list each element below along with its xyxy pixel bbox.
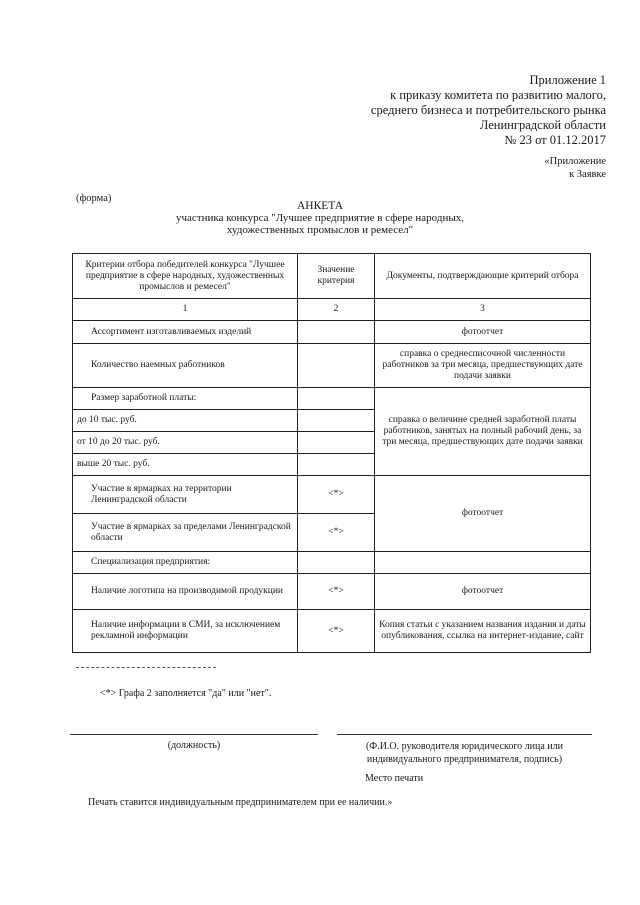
title-subline: художественных промыслов и ремесел" [226, 224, 414, 236]
header-documents: Документы, подтверждающие критерий отбора [375, 254, 591, 299]
header-value: Значение критерия [298, 254, 375, 299]
value-cell[interactable]: <*> [298, 514, 375, 552]
value-cell[interactable] [298, 388, 375, 410]
criterion-cell: Наличие информации в СМИ, за исключением рекламной информации [73, 610, 298, 653]
table-row [73, 610, 591, 653]
criteria-table [72, 253, 591, 653]
table-row [73, 344, 591, 388]
criterion-cell: выше 20 тыс. руб. [73, 454, 298, 476]
document-cell: фотоотчет [375, 574, 591, 610]
table-header-row [73, 254, 591, 299]
document-cell: фотоотчет [375, 476, 591, 552]
order-header [371, 73, 606, 148]
value-cell[interactable] [298, 410, 375, 432]
name-label-line: (Ф.И.О. руководителя юридического лица или [365, 741, 564, 752]
criterion-cell: Участие в ярмарках на территории Ленинградской области [73, 476, 298, 514]
table-row [73, 574, 591, 610]
value-cell[interactable] [298, 552, 375, 574]
name-signature-label [337, 740, 592, 766]
column-number: 1 [73, 299, 298, 321]
document-cell: справка о среднесписочной численности работников за три месяца, предшествующих дате подачи заявки [375, 344, 591, 388]
document-title [0, 200, 640, 236]
value-cell[interactable]: <*> [298, 574, 375, 610]
value-cell[interactable] [298, 321, 375, 344]
application-subheader [544, 155, 606, 181]
value-cell[interactable] [298, 344, 375, 388]
title-subline: участника конкурса "Лучшее предприятие в сфере народных, [176, 212, 464, 224]
criterion-cell: Размер заработной платы: [73, 388, 298, 410]
document-cell: Копия статьи с указанием названия издания и даты опубликования, ссылка на интернет-издание, сайт [375, 610, 591, 653]
stamp-note: Печать ставится индивидуальным предпринимателем при ее наличии.» [88, 797, 393, 808]
table-row [73, 388, 591, 410]
subheader-line: к Заявке [569, 169, 606, 180]
header-criteria: Критерии отбора победителей конкурса "Лучшее предприятие в сфере народных, художественных промыслов и ремесел" [73, 254, 298, 299]
table-row [73, 552, 591, 574]
criterion-cell: Количество наемных работников [73, 344, 298, 388]
criterion-cell: Участие в ярмарках за пределами Ленинградской области [73, 514, 298, 552]
value-cell[interactable] [298, 454, 375, 476]
document-cell [375, 552, 591, 574]
stamp-place: Место печати [365, 773, 424, 784]
table-row [73, 321, 591, 344]
order-number: № 23 от 01.12.2017 [504, 133, 606, 147]
position-label: (должность) [167, 740, 221, 751]
appendix-title: Приложение 1 [529, 73, 606, 87]
name-signature-line[interactable] [337, 734, 592, 735]
column-number: 3 [375, 299, 591, 321]
order-line: среднего бизнеса и потребительского рынка [370, 103, 606, 117]
value-cell[interactable] [298, 432, 375, 454]
footnote-divider [76, 667, 216, 668]
title-main: АНКЕТА [296, 200, 344, 212]
criterion-cell: Ассортимент изготавливаемых изделий [73, 321, 298, 344]
position-signature-line[interactable] [70, 734, 318, 735]
column-number: 2 [298, 299, 375, 321]
criterion-cell: Специализация предприятия: [73, 552, 298, 574]
document-cell: фотоотчет [375, 321, 591, 344]
table-number-row [73, 299, 591, 321]
footnote: <*> Графа 2 заполняется "да" или "нет". [100, 688, 272, 699]
name-label-line: индивидуального предпринимателя, подпись) [366, 754, 563, 765]
form-label: (форма) [76, 193, 112, 204]
criterion-cell: от 10 до 20 тыс. руб. [73, 432, 298, 454]
table-row [73, 476, 591, 514]
order-line: Ленинградской области [479, 118, 606, 132]
order-line: к приказу комитета по развитию малого, [390, 88, 606, 102]
criterion-cell: Наличие логотипа на производимой продукции [73, 574, 298, 610]
document-cell: справка о величине средней заработной платы работников, занятых на полный рабочий день, за три месяца, предшествующих дате подачи заявки [375, 388, 591, 476]
criterion-cell: до 10 тыс. руб. [73, 410, 298, 432]
value-cell[interactable]: <*> [298, 610, 375, 653]
value-cell[interactable]: <*> [298, 476, 375, 514]
subheader-line: «Приложение [544, 156, 606, 167]
